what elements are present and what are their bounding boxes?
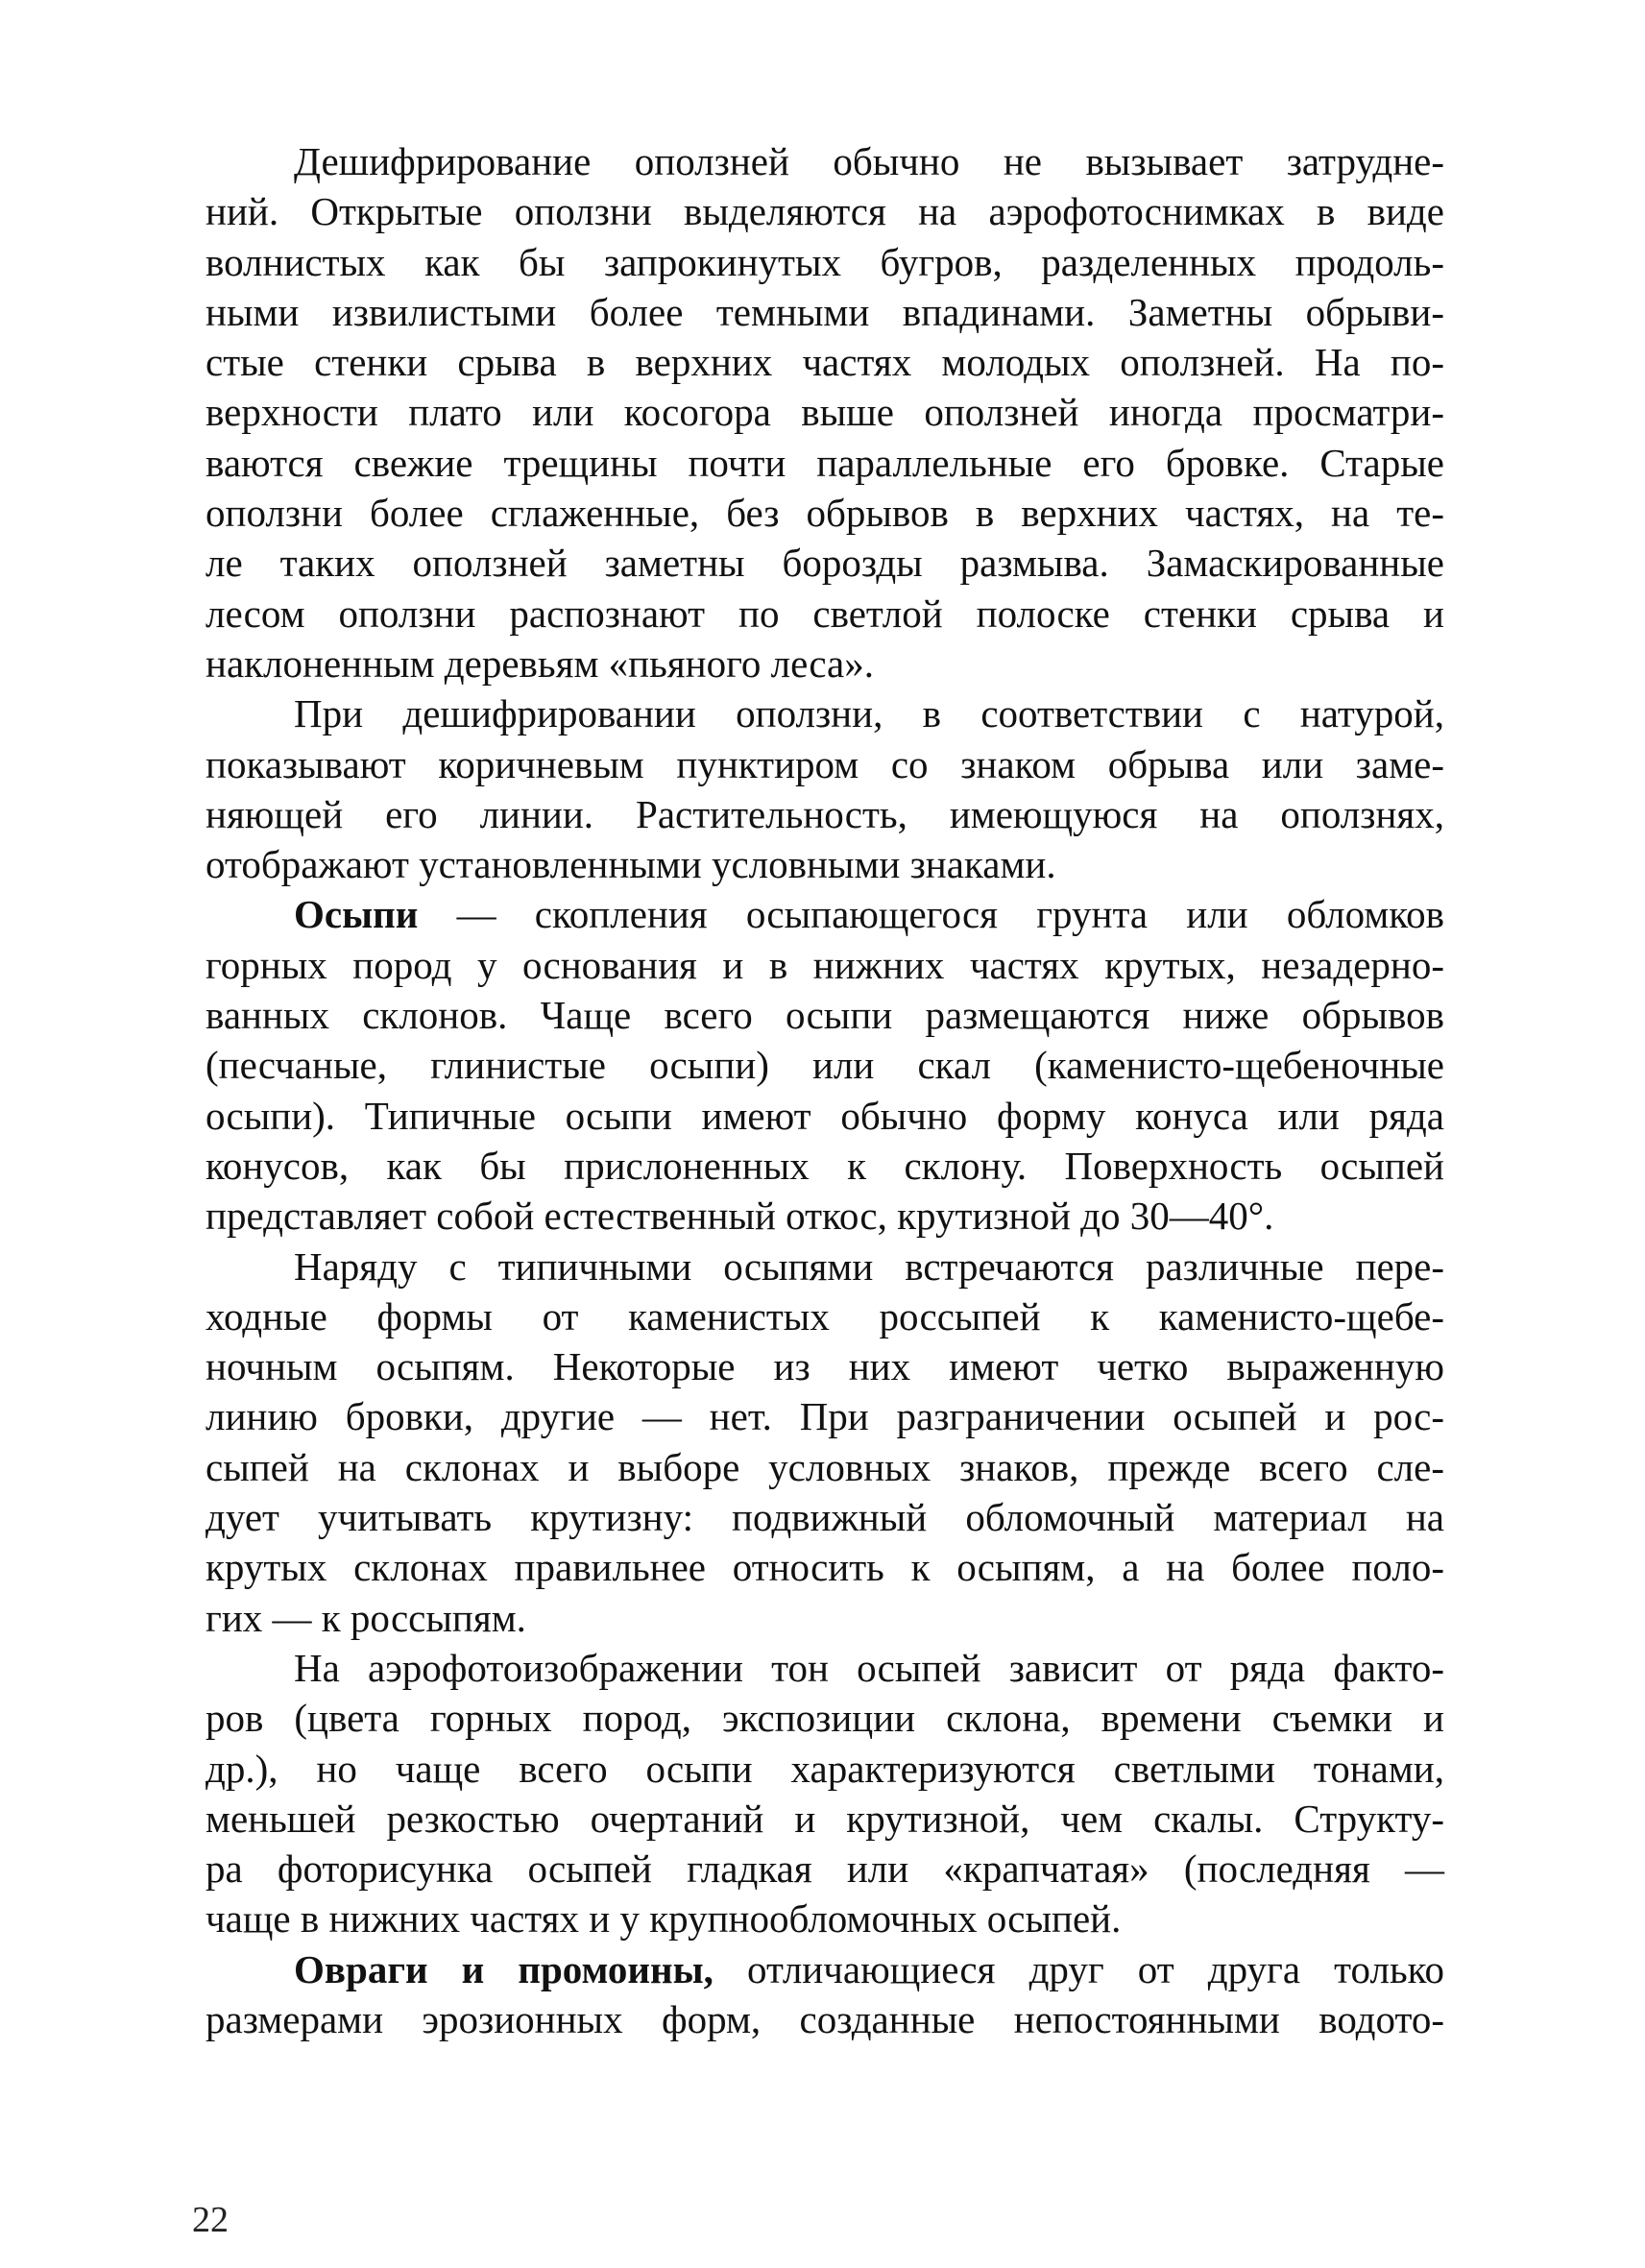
line-text: Дешифрирование оползней обычно не вызывает затрудне-	[294, 139, 1444, 183]
text-line	[206, 739, 1444, 789]
text-line	[206, 438, 1444, 488]
text-line	[206, 1693, 1444, 1743]
text-line	[206, 1593, 1444, 1643]
line-text: — скопления осыпающегося грунта или обломков	[418, 892, 1444, 937]
line-text: горных пород у основания и в нижних частях крутых, незадерно-	[206, 942, 1444, 987]
line-text: На аэрофотоизображении тон осыпей зависит от ряда факто-	[294, 1645, 1444, 1690]
text-line	[206, 337, 1444, 387]
text-line	[206, 1091, 1444, 1141]
line-text: Наряду с типичными осыпями встречаются различные пере-	[294, 1243, 1444, 1289]
paragraph	[206, 136, 1444, 688]
line-text: стые стенки срыва в верхних частях молодых оползней. На по-	[206, 340, 1444, 385]
line-text: волнистых как бы запрокинутых бугров, разделенных продоль-	[206, 239, 1444, 284]
line-text: оползни более сглаженные, без обрывов в верхних частях, на те-	[206, 491, 1444, 536]
line-text: конусов, как бы прислоненных к склону. Поверхность осыпей	[206, 1143, 1444, 1188]
line-text: ра фоторисунка осыпей гладкая или «крапчатая» (последняя —	[206, 1846, 1444, 1892]
text-line	[206, 1994, 1444, 2044]
line-text: линию бровки, другие — нет. При разграничении осыпей и рос-	[206, 1394, 1444, 1439]
text-line	[206, 839, 1444, 889]
text-line	[206, 1191, 1444, 1241]
text-line	[206, 1242, 1444, 1291]
text-line	[206, 1442, 1444, 1492]
paragraph	[206, 1643, 1444, 1944]
text-line	[206, 237, 1444, 287]
text-line	[206, 789, 1444, 839]
text-line	[206, 639, 1444, 688]
line-text: размерами эрозионных форм, созданные непостоянными водото-	[206, 1996, 1444, 2041]
line-text: чаще в нижних частях и у крупнообломочных осыпей.	[206, 1896, 1122, 1942]
text-line	[206, 1040, 1444, 1090]
line-text: др.), но чаще всего осыпи характеризуются светлыми тонами,	[206, 1746, 1444, 1791]
text-line	[206, 1894, 1444, 1943]
text-line	[206, 136, 1444, 186]
text-line	[206, 1844, 1444, 1894]
paragraph	[206, 1242, 1444, 1643]
line-text: лесом оползни распознают по светлой полоске стенки срыва и	[206, 591, 1444, 636]
text-line	[206, 1643, 1444, 1693]
line-text: (песчаные, глинистые осыпи) или скал (каменисто-щебеночные	[206, 1043, 1444, 1088]
line-text: няющей его линии. Растительность, имеющуюся на оползнях,	[206, 791, 1444, 836]
text-line	[206, 1944, 1444, 1994]
text-line	[206, 538, 1444, 588]
paragraph	[206, 688, 1444, 889]
line-text: представляет собой естественный откос, крутизной до 30—40°.	[206, 1194, 1274, 1239]
line-text: ными извилистыми более темными впадинами. Заметны обрыви-	[206, 289, 1444, 334]
line-text: сыпей на склонах и выборе условных знаков, прежде всего сле-	[206, 1444, 1444, 1489]
text-line	[206, 889, 1444, 939]
text-line	[206, 688, 1444, 738]
line-text: отображают установленными условными знаками.	[206, 842, 1056, 887]
line-text: показывают коричневым пунктиром со знаком обрыва или заме-	[206, 741, 1444, 786]
line-text: отличающиеся друг от друга только	[713, 1946, 1444, 1991]
page-body-text	[206, 136, 1444, 2044]
line-text: наклоненным деревьям «пьяного леса».	[206, 640, 874, 686]
text-line	[206, 287, 1444, 337]
line-text: гих — к россыпям.	[206, 1595, 526, 1640]
text-line	[206, 186, 1444, 236]
text-line	[206, 1542, 1444, 1592]
text-line	[206, 1492, 1444, 1542]
text-line	[206, 1744, 1444, 1794]
text-line	[206, 1794, 1444, 1844]
bold-term: Осыпи	[294, 892, 419, 937]
paragraph	[206, 889, 1444, 1241]
text-line	[206, 1141, 1444, 1191]
paragraph	[206, 1944, 1444, 2045]
line-text: ваются свежие трещины почти параллельные его бровке. Старые	[206, 440, 1444, 485]
text-line	[206, 1341, 1444, 1391]
line-text: ходные формы от каменистых россыпей к каменисто-щебе-	[206, 1293, 1444, 1339]
text-line	[206, 990, 1444, 1040]
text-line	[206, 589, 1444, 639]
line-text: крутых склонах правильнее относить к осыпям, а на более поло-	[206, 1545, 1444, 1590]
text-line	[206, 940, 1444, 990]
line-text: ний. Открытые оползни выделяются на аэрофотоснимках в виде	[206, 189, 1444, 234]
text-line	[206, 1391, 1444, 1441]
text-line	[206, 387, 1444, 437]
line-text: При дешифрировании оползни, в соответствии с натурой,	[294, 691, 1444, 736]
text-line	[206, 1291, 1444, 1341]
line-text: ночным осыпям. Некоторые из них имеют четко выраженную	[206, 1344, 1444, 1389]
line-text: осыпи). Типичные осыпи имеют обычно форму конуса или ряда	[206, 1093, 1444, 1138]
line-text: ле таких оползней заметны борозды размыва. Замаскированные	[206, 541, 1444, 586]
bold-term: Овраги и промоины,	[294, 1946, 714, 1991]
text-line	[206, 488, 1444, 538]
page-number: 22	[192, 2200, 229, 2240]
line-text: ванных склонов. Чаще всего осыпи размещаются ниже обрывов	[206, 993, 1444, 1038]
line-text: меньшей резкостью очертаний и крутизной, чем скалы. Структу-	[206, 1796, 1444, 1841]
line-text: дует учитывать крутизну: подвижный обломочный материал на	[206, 1495, 1444, 1540]
line-text: ров (цвета горных пород, экспозиции склона, времени съемки и	[206, 1696, 1444, 1741]
line-text: верхности плато или косогора выше оползней иногда просматри-	[206, 390, 1444, 435]
